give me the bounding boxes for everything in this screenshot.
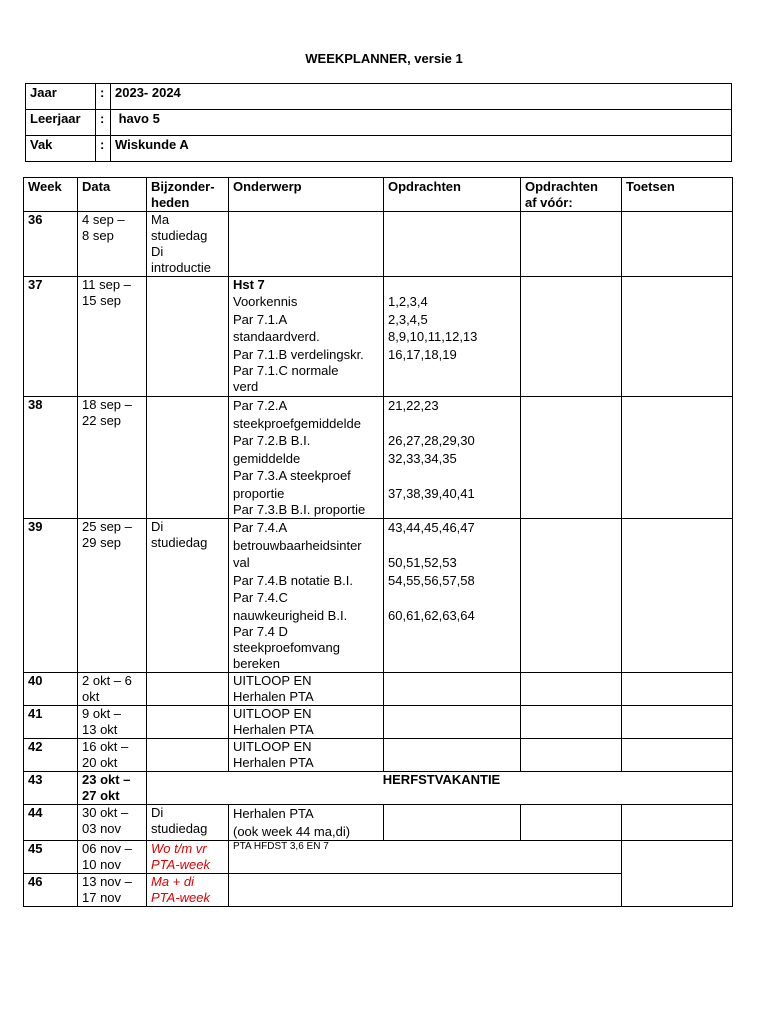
info-sep: :: [96, 110, 111, 136]
week-number: 37: [24, 277, 78, 397]
toetsen-cell: [622, 841, 733, 907]
week-number: 44: [24, 805, 78, 841]
af-voor-cell: [521, 212, 622, 277]
opdrachten-cell: 1,2,3,4 2,3,4,5 8,9,10,11,12,13 16,17,18,19: [384, 277, 521, 397]
opdrachten-cell: [384, 739, 521, 772]
date-cell: 9 okt – 13 okt: [78, 706, 147, 739]
onderwerp-cell: [229, 874, 622, 907]
info-row-jaar: [26, 84, 732, 110]
af-voor-cell: [521, 397, 622, 519]
info-sep: :: [96, 136, 111, 162]
pta-cell: PTA HFDST 3,6 EN 7: [229, 841, 622, 874]
date-cell: 2 okt – 6 okt: [78, 673, 147, 706]
header-opdrachten: Opdrachten: [384, 178, 521, 212]
bijzonderheden-cell: [147, 397, 229, 519]
week-number: 45: [24, 841, 78, 874]
toetsen-cell: [622, 706, 733, 739]
date-cell: 13 nov – 17 nov: [78, 874, 147, 907]
af-voor-cell: [521, 706, 622, 739]
week-number: 42: [24, 739, 78, 772]
date-cell: 11 sep – 15 sep: [78, 277, 147, 397]
date-cell: 16 okt – 20 okt: [78, 739, 147, 772]
af-voor-cell: [521, 673, 622, 706]
bijzonderheden-cell: Di studiedag: [147, 519, 229, 673]
week-number: 43: [24, 772, 78, 805]
header-onderwerp: Onderwerp: [229, 178, 384, 212]
opdrachten-cell: 43,44,45,46,47 50,51,52,53 54,55,56,57,58 60,61,62,63,64: [384, 519, 521, 673]
bijzonderheden-cell: [147, 277, 229, 397]
date-cell: 18 sep – 22 sep: [78, 397, 147, 519]
info-table: [25, 83, 732, 162]
toetsen-cell: [622, 673, 733, 706]
table-row: [24, 805, 733, 841]
toetsen-cell: [622, 397, 733, 519]
date-cell: 23 okt – 27 okt: [78, 772, 147, 805]
week-number: 38: [24, 397, 78, 519]
table-row: [24, 706, 733, 739]
onderwerp-cell: UITLOOP EN Herhalen PTA: [229, 706, 384, 739]
opdrachten-cell: [384, 706, 521, 739]
toetsen-cell: [622, 277, 733, 397]
table-row: [24, 739, 733, 772]
onderwerp-cell: UITLOOP EN Herhalen PTA: [229, 673, 384, 706]
bijzonderheden-cell: Ma + di PTA-week: [147, 874, 229, 907]
table-row: [24, 212, 733, 277]
onderwerp-cell: Herhalen PTA (ook week 44 ma,di): [229, 805, 384, 841]
bijzonderheden-cell: [147, 739, 229, 772]
onderwerp-cell: UITLOOP EN Herhalen PTA: [229, 739, 384, 772]
bijzonderheden-cell: Ma studiedag Di introductie: [147, 212, 229, 277]
info-label: Jaar: [26, 84, 96, 110]
header-data: Data: [78, 178, 147, 212]
page-title: WEEKPLANNER, versie 1: [305, 51, 463, 66]
week-number: 40: [24, 673, 78, 706]
bijzonderheden-cell: [147, 706, 229, 739]
onderwerp-cell: Par 7.2.A steekproefgemiddelde Par 7.2.B B.I. gemiddelde Par 7.3.A steekproef proportie Par 7.3.B B.I. proportie: [229, 397, 384, 519]
week-number: 41: [24, 706, 78, 739]
date-cell: 4 sep – 8 sep: [78, 212, 147, 277]
info-value: 2023- 2024: [111, 84, 732, 110]
af-voor-cell: [521, 277, 622, 397]
week-number: 46: [24, 874, 78, 907]
info-row-leerjaar: [26, 110, 732, 136]
date-cell: 06 nov – 10 nov: [78, 841, 147, 874]
af-voor-cell: [521, 805, 622, 841]
opdrachten-cell: 21,22,23 26,27,28,29,30 32,33,34,35 37,38,39,40,41: [384, 397, 521, 519]
toetsen-cell: [622, 739, 733, 772]
date-cell: 25 sep – 29 sep: [78, 519, 147, 673]
info-row-vak: [26, 136, 732, 162]
info-label: Vak: [26, 136, 96, 162]
header-af-voor: Opdrachten af vóór:: [521, 178, 622, 212]
table-row: [24, 772, 733, 805]
opdrachten-cell: [384, 673, 521, 706]
toetsen-cell: [622, 519, 733, 673]
onderwerp-cell: Hst 7 Voorkennis Par 7.1.A standaardverd. Par 7.1.B verdelingskr. Par 7.1.C normale verd: [229, 277, 384, 397]
date-cell: 30 okt – 03 nov: [78, 805, 147, 841]
bijzonderheden-cell: Di studiedag: [147, 805, 229, 841]
table-row: [24, 841, 733, 874]
table-row: [24, 673, 733, 706]
info-sep: :: [96, 84, 111, 110]
table-row: [24, 397, 733, 519]
week-number: 39: [24, 519, 78, 673]
holiday-cell: HERFSTVAKANTIE: [147, 772, 733, 805]
info-label: Leerjaar: [26, 110, 96, 136]
opdrachten-cell: [384, 805, 521, 841]
header-row: [24, 178, 733, 212]
af-voor-cell: [521, 519, 622, 673]
toetsen-cell: [622, 212, 733, 277]
header-toetsen: Toetsen: [622, 178, 733, 212]
onderwerp-cell: Par 7.4.A betrouwbaarheidsinter val Par 7.4.B notatie B.I. Par 7.4.C nauwkeurigheid B.I. Par 7.4 D steekproefomvang bereken: [229, 519, 384, 673]
bijzonderheden-cell: [147, 673, 229, 706]
week-number: 36: [24, 212, 78, 277]
onderwerp-cell: [229, 212, 384, 277]
toetsen-cell: [622, 805, 733, 841]
info-value: havo 5: [111, 110, 732, 136]
info-value: Wiskunde A: [111, 136, 732, 162]
opdrachten-cell: [384, 212, 521, 277]
header-week: Week: [24, 178, 78, 212]
af-voor-cell: [521, 739, 622, 772]
table-row: [24, 519, 733, 673]
header-bijzonderheden: Bijzonder- heden: [147, 178, 229, 212]
table-row: [24, 277, 733, 397]
bijzonderheden-cell: Wo t/m vr PTA-week: [147, 841, 229, 874]
weekplanner-table: [23, 177, 733, 907]
